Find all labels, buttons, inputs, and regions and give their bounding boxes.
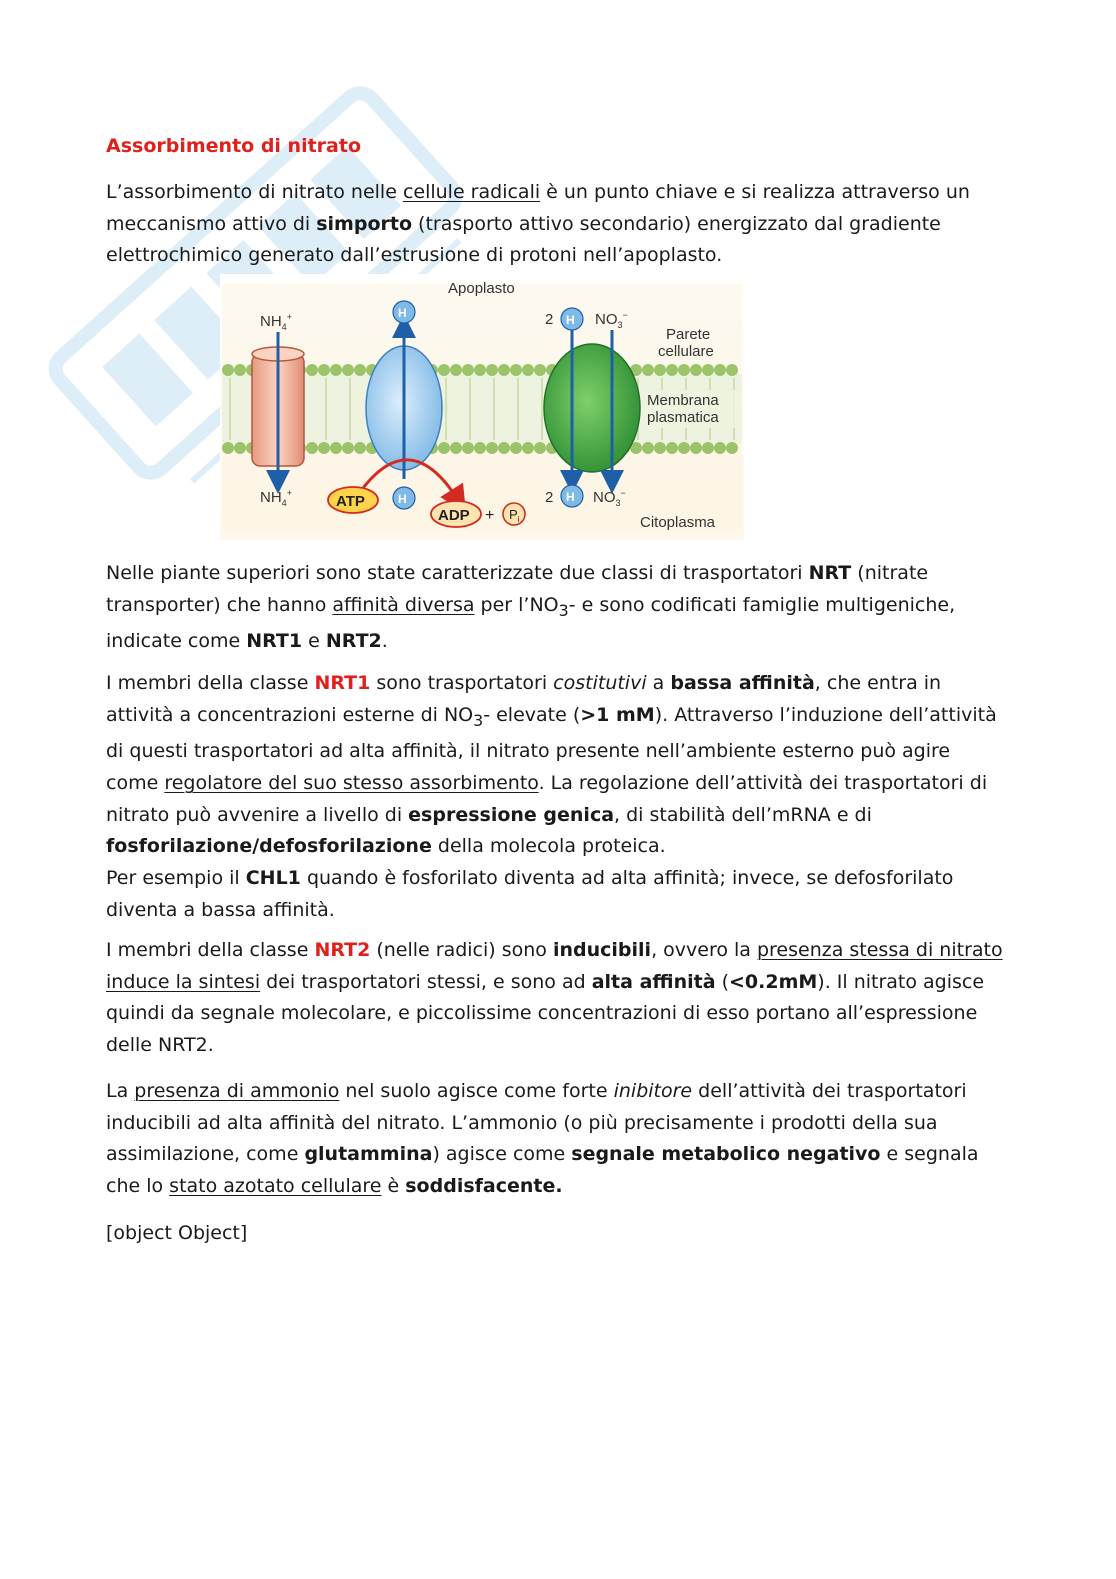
label-membrana-1: Membrana [647, 392, 719, 409]
svg-text:Pi: $P_i$ [509, 507, 520, 524]
svg-text:H: H [398, 492, 407, 506]
label-nh4-top: $NH_4^+$ [260, 312, 292, 332]
underline-presenza-nitrato: presenza stessa di nitrato induce la sintesi [106, 939, 1003, 993]
paragraph-nrt2: I membri della classe NRT2 (nelle radici) sono inducibili, ovvero la presenza stessa di nitrato induce la sintesi dei trasportatori stessi, e sono ad alta affinità (<0.2mM). Il nitrato agisce quindi da segnale molecolare, e piccolissime concentrazioni di esso portano all’espressione delle NRT2. [106, 939, 1003, 1057]
underline-affinita-diversa: affinità diversa [332, 593, 475, 616]
svg-text:H: H [566, 490, 575, 504]
proton-top [393, 301, 415, 323]
svg-text:ADP: ADP [438, 507, 470, 524]
label-nh4-bottom: $NH_4^+$ [260, 488, 292, 508]
label-parete-2: cellulare [658, 343, 714, 360]
underline-cellule-radicali: cellule radicali [402, 181, 541, 203]
adp-badge [431, 501, 481, 527]
phosphate-badge [503, 503, 525, 525]
label-no3-bottom: $NO_3^-$ [593, 488, 626, 508]
atp-badge [328, 487, 378, 513]
paragraph-ammonio: La presenza di ammonio nel suolo agisce come forte inibitore dell’attività dei trasportatori inducibili ad alta affinità del nitrato. L’ammonio (o più precisamente i prodotti della sua assimilazione, come glutammina) agisce come segnale metabolico negativo e segnala che lo stato azotato cellulare è soddisfacente. [106, 1080, 979, 1198]
label-citoplasma: Citoplasma [640, 514, 716, 531]
paragraph-intro: L’assorbimento di nitrato nelle cellule radicali è un punto chiave e si realizza attraverso un meccanismo attivo di simporto (trasporto attivo secondario) energizzato dal gradiente elettrochimico generato dall’estrusione di protoni nell’apoplasto. [106, 181, 970, 267]
paragraph-nrt1: I membri della classe NRT1 sono trasportatori costitutivi a bassa affinità, che entra in attività a concentrazioni esterne di $NO_3-$ elevate (>1 mM). Attraverso l’induzione dell’attività di questi trasportatori ad alta affinità, il nitrato presente nell’ambiente esterno può agire come regolatore del suo stesso assorbimento. La regolazione dell’attività dei trasportatori di nitrato può avvenire a livello di espressione genica, di stabilità dell’mRNA e di fosforilazione/defosforilazione della molecola proteica. Per esempio il CHL1 quando è fosforilato diventa ad alta affinità; invece, se defosforilato diventa a bassa affinità. [106, 672, 997, 921]
proton-bottom [393, 487, 415, 509]
label-apoplasto: Apoplasto [448, 280, 515, 297]
highlight-nrt2: NRT2 [314, 939, 371, 961]
svg-text:H: H [398, 306, 407, 320]
paragraph-nrt-classes: Nelle piante superiori sono state caratterizzate due classi di trasportatori NRT (nitrate transporter) che hanno affinità diversa per $l’NO_3-$ e sono codificati famiglie multigeniche, indicate come NRT1 e NRT2. [106, 562, 956, 653]
label-parete-1: Parete [666, 326, 711, 343]
proton-symport-bottom [561, 485, 583, 507]
label-two-top: 2 [545, 311, 554, 328]
underline-presenza-ammonio: presenza di ammonio [134, 1080, 340, 1102]
label-no3-top: $NO_3^-$ [595, 310, 628, 330]
underline-regolatore: regolatore del suo stesso assorbimento [164, 771, 539, 794]
membrane-transport-figure [220, 274, 744, 540]
section-title: Assorbimento di nitrato [106, 135, 361, 157]
label-two-bottom: 2 [545, 489, 554, 506]
label-membrana-2: plasmatica [647, 409, 719, 426]
paragraph-conclusione: [object Object] [106, 1222, 248, 1244]
label-plus: + [485, 507, 495, 524]
highlight-nrt1: NRT1 [314, 672, 371, 694]
svg-text:H: H [566, 313, 575, 327]
underline-stato-azotato: stato azotato cellulare [169, 1175, 382, 1198]
svg-text:ATP: ATP [336, 493, 365, 510]
ammonium-channel [252, 332, 304, 482]
proton-symport-top [561, 308, 583, 330]
